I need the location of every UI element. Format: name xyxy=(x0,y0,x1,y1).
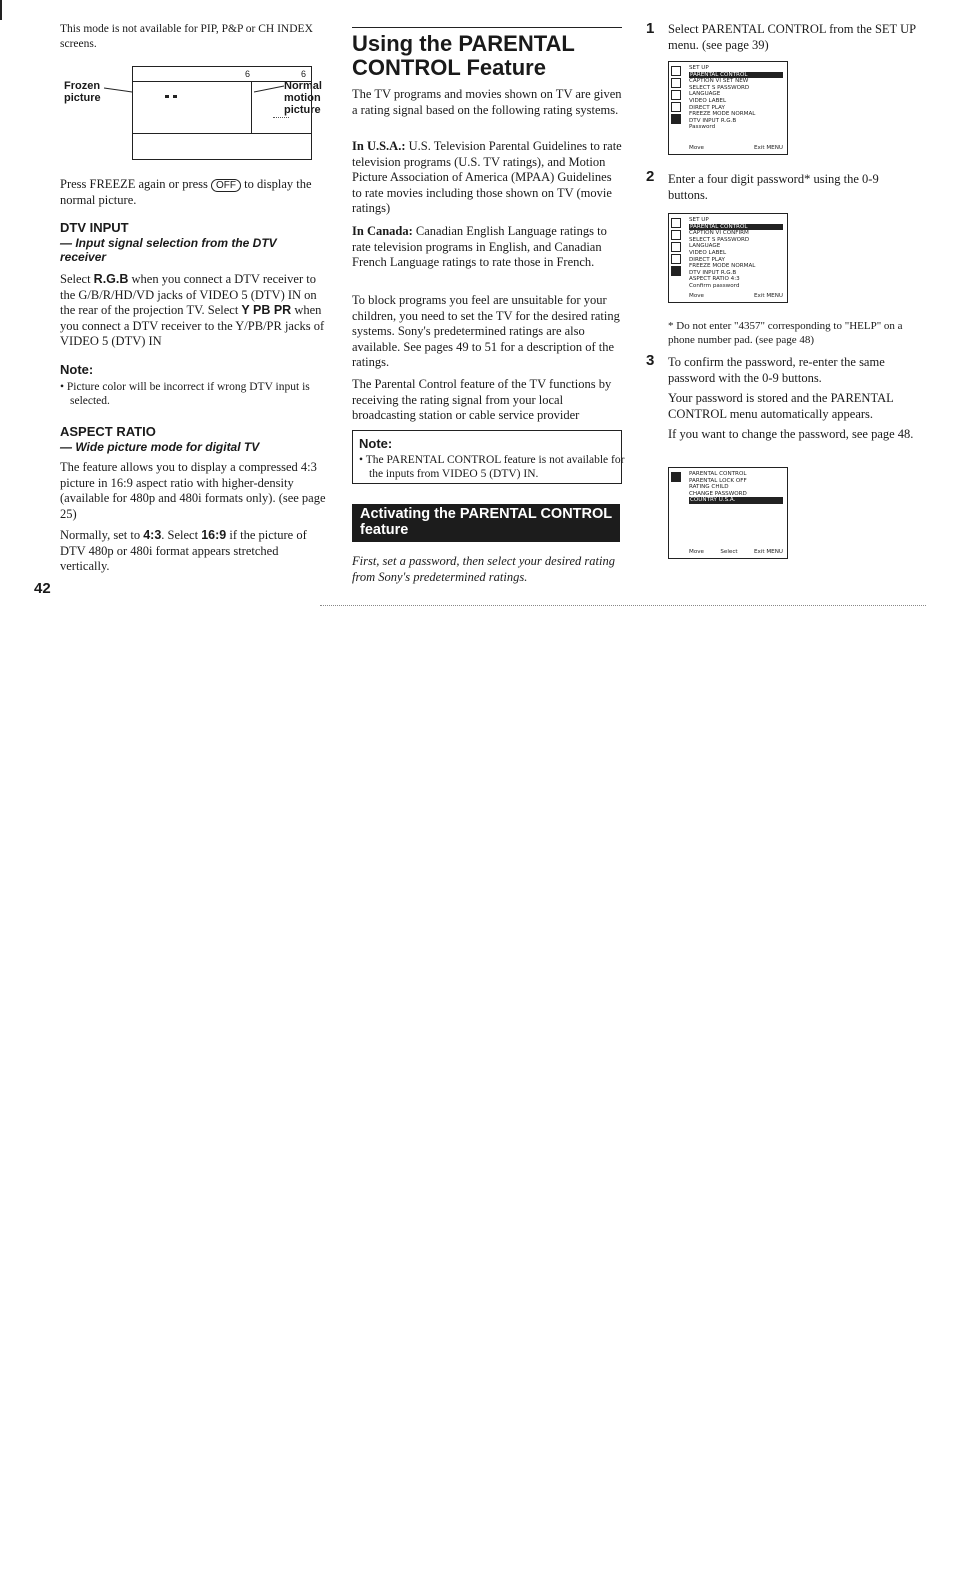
aspect-ratio-heading: ASPECT RATIO xyxy=(60,424,156,439)
menu-footer xyxy=(689,293,783,300)
menu-item: RATING CHILD xyxy=(689,484,729,491)
menu-item: VIDEO LABEL xyxy=(689,97,727,104)
menu-item: LANGUAGE xyxy=(689,91,721,98)
parental-menu-list xyxy=(689,471,783,504)
setup-menu-screen-2 xyxy=(668,213,788,303)
footer-exit: Exit MENU xyxy=(753,145,783,152)
footer-exit: Exit MENU xyxy=(753,549,783,556)
menu-item-highlighted: COUNTRY U.S.A. xyxy=(689,497,783,504)
menu-item: DTV INPUT R.G.B xyxy=(689,269,737,276)
dtv-text-1: Select xyxy=(60,272,91,286)
menu-item: DIRECT PLAY xyxy=(689,104,725,111)
step-1-number: 1 xyxy=(646,20,655,37)
menu-footer xyxy=(689,145,783,152)
menu-item: SELECT S PASSWORD xyxy=(689,236,750,243)
tv-screen-frame xyxy=(132,66,312,160)
menu-title: SET UP xyxy=(689,217,709,223)
frozen-picture-label: Frozen picture xyxy=(64,80,101,104)
channel-icon xyxy=(671,254,681,264)
canada-paragraph xyxy=(352,224,622,271)
menu-item: FREEZE MODE NORMAL xyxy=(689,263,756,270)
usa-paragraph xyxy=(352,139,622,217)
step-3-text-3: If you want to change the password, see page 48. xyxy=(668,427,914,441)
freeze-text-after: to display the normal picture. xyxy=(60,177,312,207)
off-button-glyph: OFF xyxy=(211,179,241,192)
timer-icon xyxy=(671,242,681,252)
canada-text: Canadian English Language ratings to rate television programs in English, and Canadian French Language ratings to rate those in French. xyxy=(352,224,607,270)
password-instruction: First, set a password, then select your desired rating from Sony's predetermined ratings. xyxy=(352,554,615,584)
section-banner xyxy=(352,504,620,542)
freeze-diagram xyxy=(58,66,326,162)
parental-control-menu-screen xyxy=(668,467,788,559)
menu-item: Confirm password xyxy=(689,282,740,289)
screen-divider xyxy=(133,133,311,134)
step-3-text-2: Your password is stored and the PARENTAL CONTROL menu automatically appears. xyxy=(668,391,894,421)
menu-icon-column xyxy=(671,218,682,278)
menu-icon-column xyxy=(671,472,682,484)
step-3-text-1: To confirm the password, re-enter the same password with the 0-9 buttons. xyxy=(668,355,885,385)
page-title: Using the PARENTAL CONTROL Feature xyxy=(352,31,575,80)
dtv-input-heading: DTV INPUT xyxy=(60,220,129,235)
usa-text: U.S. Television Parental Guidelines to rate television programs (U.S. TV ratings), and Motion Picture Association of America (MPAA) Guidelines to rate movies including those shown on TV (movie ratings) xyxy=(352,139,622,216)
setup-icon xyxy=(671,266,681,276)
bottom-scan-line xyxy=(320,605,926,606)
footer-select: Select xyxy=(720,549,738,556)
left-channel-number: 6 xyxy=(245,69,251,79)
aspect-text-1: Normally, set to xyxy=(60,528,141,542)
dtv-input-subheading: — Input signal selection from the DTV receiver xyxy=(60,236,277,264)
aspect-43-term: 4:3 xyxy=(143,528,162,542)
scene-mark xyxy=(173,95,177,98)
right-channel-number: 6 xyxy=(301,69,307,79)
dtv-note-text: Picture color will be incorrect if wrong DTV input is selected. xyxy=(66,381,310,407)
normal-motion-label: Normal motion picture xyxy=(284,80,322,116)
video-icon xyxy=(671,218,681,228)
step-2-text: Enter a four digit password* using the 0-9 buttons. xyxy=(668,172,879,202)
scene-mark xyxy=(165,95,169,98)
step-2-number: 2 xyxy=(646,168,655,185)
aspect-ratio-subheading: — Wide picture mode for digital TV xyxy=(60,440,260,454)
aspect-ratio-body-2 xyxy=(60,528,326,575)
menu-item: Password xyxy=(689,124,716,131)
setup-menu-list xyxy=(689,217,783,290)
usa-label: In U.S.A.: xyxy=(352,139,406,153)
menu-item: FREEZE MODE NORMAL xyxy=(689,111,756,118)
freeze-text-before: Press FREEZE again or press xyxy=(60,177,208,191)
menu-footer xyxy=(689,549,783,556)
dtv-text-2: when you connect a DTV receiver to the G/B/R/HD/VD jacks of VIDEO 5 (DTV) IN on the rear of the projection TV. Select xyxy=(60,272,317,318)
menu-title: PARENTAL CONTROL xyxy=(689,471,747,477)
menu-item: SELECT S PASSWORD xyxy=(689,84,750,91)
intro-text: This mode is not available for PIP, P&P or CH INDEX screens. xyxy=(60,23,313,50)
canada-label: In Canada: xyxy=(352,224,413,238)
setup-menu-screen-1 xyxy=(668,61,788,155)
section-banner-text: Activating the PARENTAL CONTROL feature xyxy=(360,506,612,538)
channel-icon xyxy=(671,102,681,112)
setup-icon xyxy=(671,472,681,482)
note-box-bullet: • The PARENTAL CONTROL feature is not available for the inputs from VIDEO 5 (DTV) IN. xyxy=(359,454,625,480)
menu-item-highlighted: PARENTAL CONTROL xyxy=(689,224,783,231)
footer-exit: Exit MENU xyxy=(753,293,783,300)
timer-icon xyxy=(671,90,681,100)
password-footnote: * Do not enter "4357" corresponding to "HELP" on a phone number pad. (see page 48) xyxy=(668,320,903,346)
aspect-text-2: . Select xyxy=(161,528,199,542)
note-box-text: The PARENTAL CONTROL feature is not available for the inputs from VIDEO 5 (DTV) IN. xyxy=(365,454,625,480)
aspect-169-term: 16:9 xyxy=(201,528,227,542)
footer-move: Move xyxy=(689,293,705,300)
menu-item: ASPECT RATIO 4:3 xyxy=(689,276,740,283)
menu-item: CHANGE PASSWORD xyxy=(689,490,747,497)
title-rule xyxy=(352,27,622,28)
scene-mark xyxy=(273,107,289,118)
audio-icon xyxy=(671,230,681,240)
footer-move: Move xyxy=(689,549,705,556)
ypbpr-term: Y PB PR xyxy=(241,303,292,318)
menu-item: CAPTION VI CONFIRM xyxy=(689,230,749,237)
menu-item: CAPTION VI SET NEW xyxy=(689,78,749,85)
step-3-number: 3 xyxy=(646,352,655,369)
dtv-text-3: when you connect a DTV receiver to the Y/PB/PR jacks of VIDEO 5 (DTV) IN xyxy=(60,303,325,349)
note-box-heading: Note: xyxy=(359,436,393,451)
menu-item: DIRECT PLAY xyxy=(689,256,725,263)
menu-item: DTV INPUT R.G.B xyxy=(689,117,737,124)
function-paragraph: The Parental Control feature of the TV functions by receiving the rating signal from your local broadcasting station or cable service provider xyxy=(352,377,612,423)
menu-title: SET UP xyxy=(689,65,709,71)
menu-icon-column xyxy=(671,66,682,126)
aspect-ratio-body-1: The feature allows you to display a compressed 4:3 picture in 16:9 aspect ratio with higher-density (available for 480p and 480i formats only). (see page 25) xyxy=(60,460,326,521)
freeze-instruction xyxy=(60,177,322,208)
audio-icon xyxy=(671,78,681,88)
frozen-picture-window xyxy=(133,81,252,134)
note-box xyxy=(352,430,625,484)
footer-move: Move xyxy=(689,145,705,152)
intro-paragraph: The TV programs and movies shown on TV are given a rating signal based on the following rating systems. xyxy=(352,87,622,117)
menu-item: VIDEO LABEL xyxy=(689,249,727,256)
left-edge-mark xyxy=(0,0,2,20)
setup-menu-list xyxy=(689,65,783,131)
rgb-term: R.G.B xyxy=(93,272,129,286)
dtv-input-body xyxy=(60,272,326,350)
menu-item: PARENTAL LOCK OFF xyxy=(689,477,747,484)
page-number: 42 xyxy=(34,580,51,597)
setup-icon xyxy=(671,114,681,124)
dtv-note-bullet: • Picture color will be incorrect if wrong DTV input is selected. xyxy=(60,381,310,407)
aspect-text-3: if the picture of DTV 480p or 480i format appears stretched vertically. xyxy=(60,528,307,574)
video-icon xyxy=(671,66,681,76)
dtv-note-heading: Note: xyxy=(60,362,94,377)
step-1-text: Select PARENTAL CONTROL from the SET UP menu. (see page 39) xyxy=(668,22,916,52)
menu-item: LANGUAGE xyxy=(689,243,721,250)
menu-item-highlighted: PARENTAL CONTROL xyxy=(689,72,783,79)
block-programs-paragraph: To block programs you feel are unsuitable for your children, you need to set the TV for the desired rating systems. Sony's predetermined ratings are also available. See pages 49 to 51 for a description of the ratings. xyxy=(352,293,620,370)
